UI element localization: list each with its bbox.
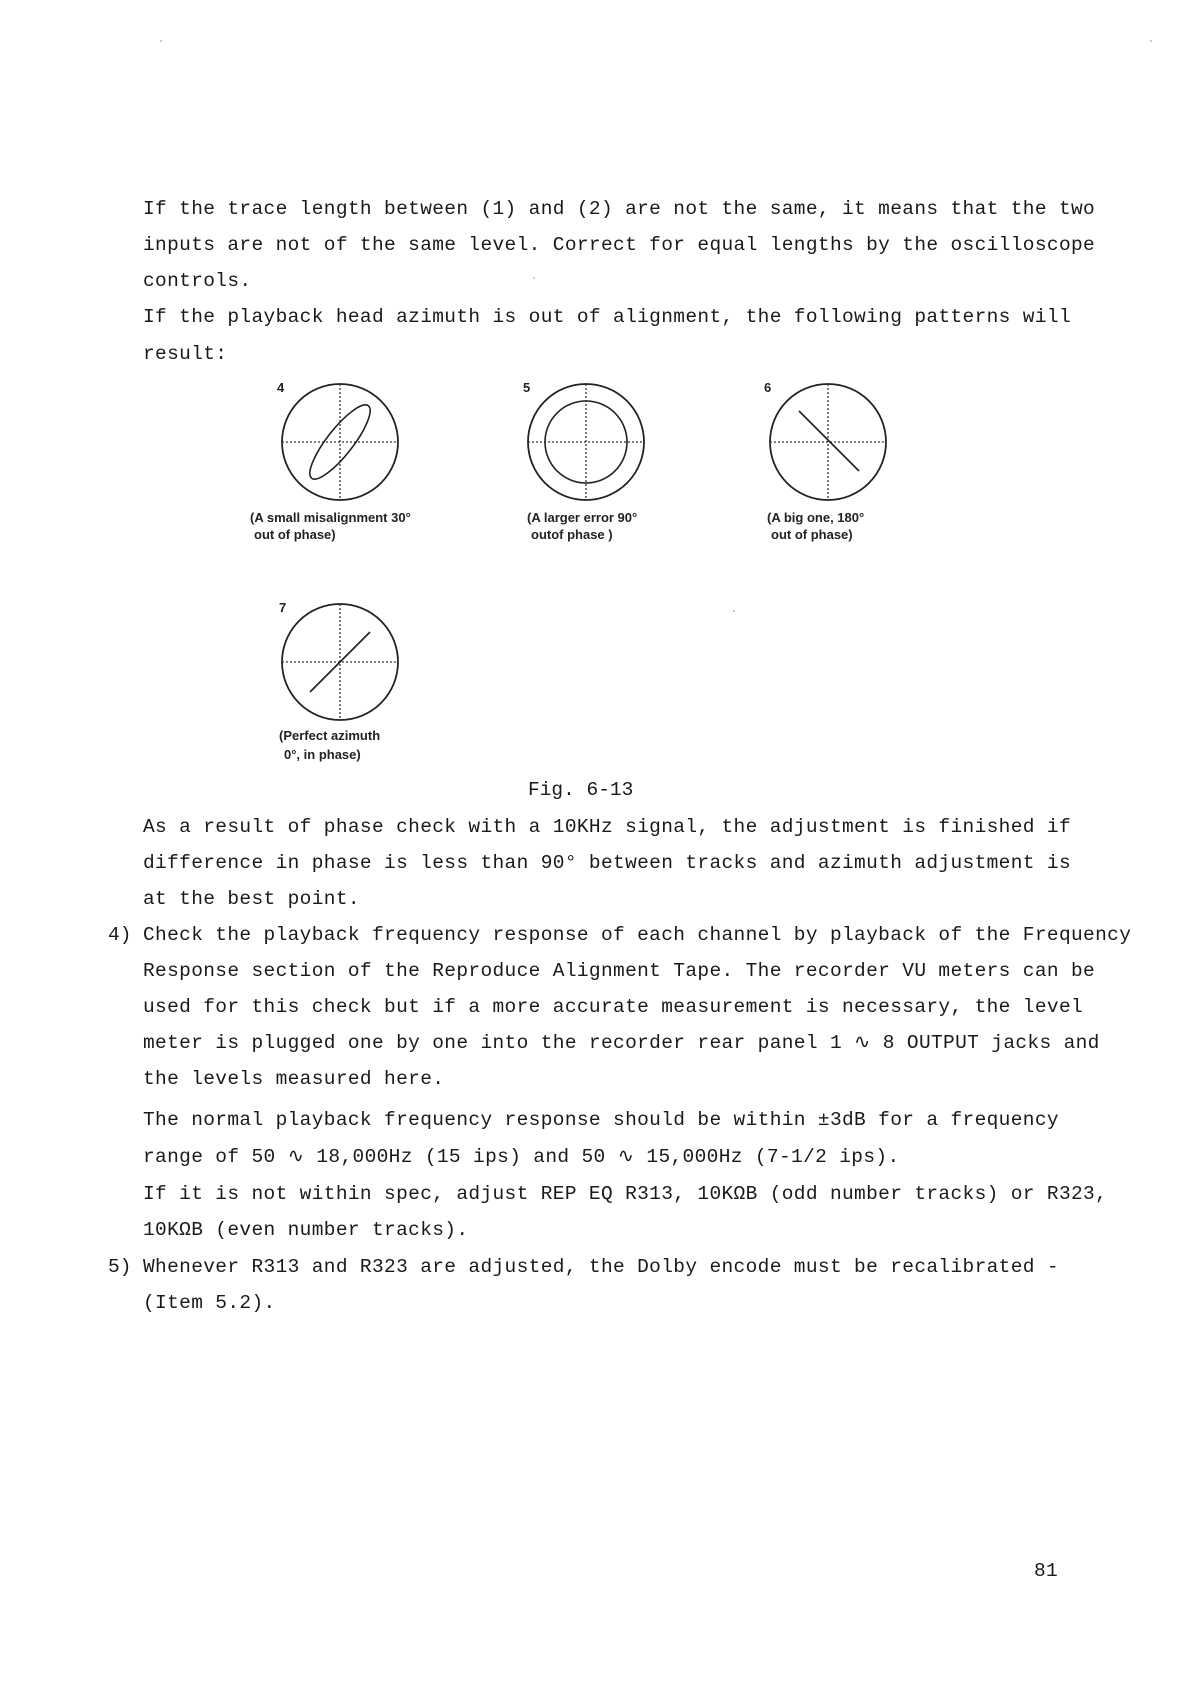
figure-6-lissajous	[766, 380, 890, 504]
page-number: 81	[1034, 1560, 1059, 1582]
item-4-para3-line-2: 10KΩB (even number tracks).	[143, 1219, 469, 1241]
item-4-line-2: Response section of the Reproduce Alignment Tape. The recorder VU meters can be	[143, 960, 1096, 982]
figure-7-caption-line-1: (Perfect azimuth	[279, 728, 381, 743]
intro-line-2: inputs are not of the same level. Correct for equal lengths by the oscilloscope	[143, 234, 1096, 256]
item-5-number: 5)	[108, 1256, 132, 1278]
item-4-para2-line-1: The normal playback frequency response should be within ±3dB for a frequency	[143, 1109, 1059, 1131]
figure-label: Fig. 6-13	[528, 779, 634, 801]
intro-line-5: result:	[143, 343, 228, 365]
item-4-line-3: used for this check but if a more accurate measurement is necessary, the level	[143, 996, 1084, 1018]
figure-4-caption-line-2: out of phase)	[254, 527, 336, 542]
figure-6-number: 6	[764, 380, 772, 395]
intro-line-1: If the trace length between (1) and (2) are not the same, it means that the two	[143, 198, 1096, 220]
figure-6-caption-line-1: (A big one, 180°	[767, 510, 865, 525]
figure-4-lissajous	[278, 380, 402, 504]
scan-speck	[733, 610, 735, 612]
result-line-1: As a result of phase check with a 10KHz signal, the adjustment is finished if	[143, 816, 1071, 838]
item-5-line-1: Whenever R313 and R323 are adjusted, the Dolby encode must be recalibrated -	[143, 1256, 1059, 1278]
item-4-para3-line-1: If it is not within spec, adjust REP EQ R313, 10KΩB (odd number tracks) or R323,	[143, 1183, 1108, 1205]
figure-5-caption-line-2: outof phase )	[531, 527, 613, 542]
intro-line-4: If the playback head azimuth is out of alignment, the following patterns will	[143, 306, 1071, 328]
item-4-number: 4)	[108, 924, 132, 946]
figure-4-number: 4	[277, 380, 285, 395]
item-4-line-5: the levels measured here.	[143, 1068, 445, 1090]
result-line-2: difference in phase is less than 90° between tracks and azimuth adjustment is	[143, 852, 1071, 874]
item-4-line-1: Check the playback frequency response of each channel by playback of the Frequency	[143, 924, 1132, 946]
figure-7-caption-line-2: 0°, in phase)	[284, 747, 361, 762]
item-4-para2-line-2: range of 50 ∿ 18,000Hz (15 ips) and 50 ∿ 15,000Hz (7-1/2 ips).	[143, 1146, 900, 1168]
figure-6-caption-line-2: out of phase)	[771, 527, 853, 542]
figure-5-caption-line-1: (A larger error 90°	[527, 510, 638, 525]
figure-5-lissajous	[524, 380, 648, 504]
figure-7-number: 7	[279, 600, 287, 615]
scan-speck	[1150, 40, 1152, 42]
scan-speck	[160, 40, 162, 42]
intro-line-3: controls.	[143, 270, 252, 292]
result-line-3: at the best point.	[143, 888, 360, 910]
scan-speck	[533, 277, 535, 279]
item-5-line-2: (Item 5.2).	[143, 1292, 276, 1314]
figure-4-caption-line-1: (A small misalignment 30°	[250, 510, 411, 525]
figure-7-lissajous	[278, 600, 402, 724]
figure-5-number: 5	[523, 380, 531, 395]
item-4-line-4: meter is plugged one by one into the recorder rear panel 1 ∿ 8 OUTPUT jacks and	[143, 1032, 1100, 1054]
